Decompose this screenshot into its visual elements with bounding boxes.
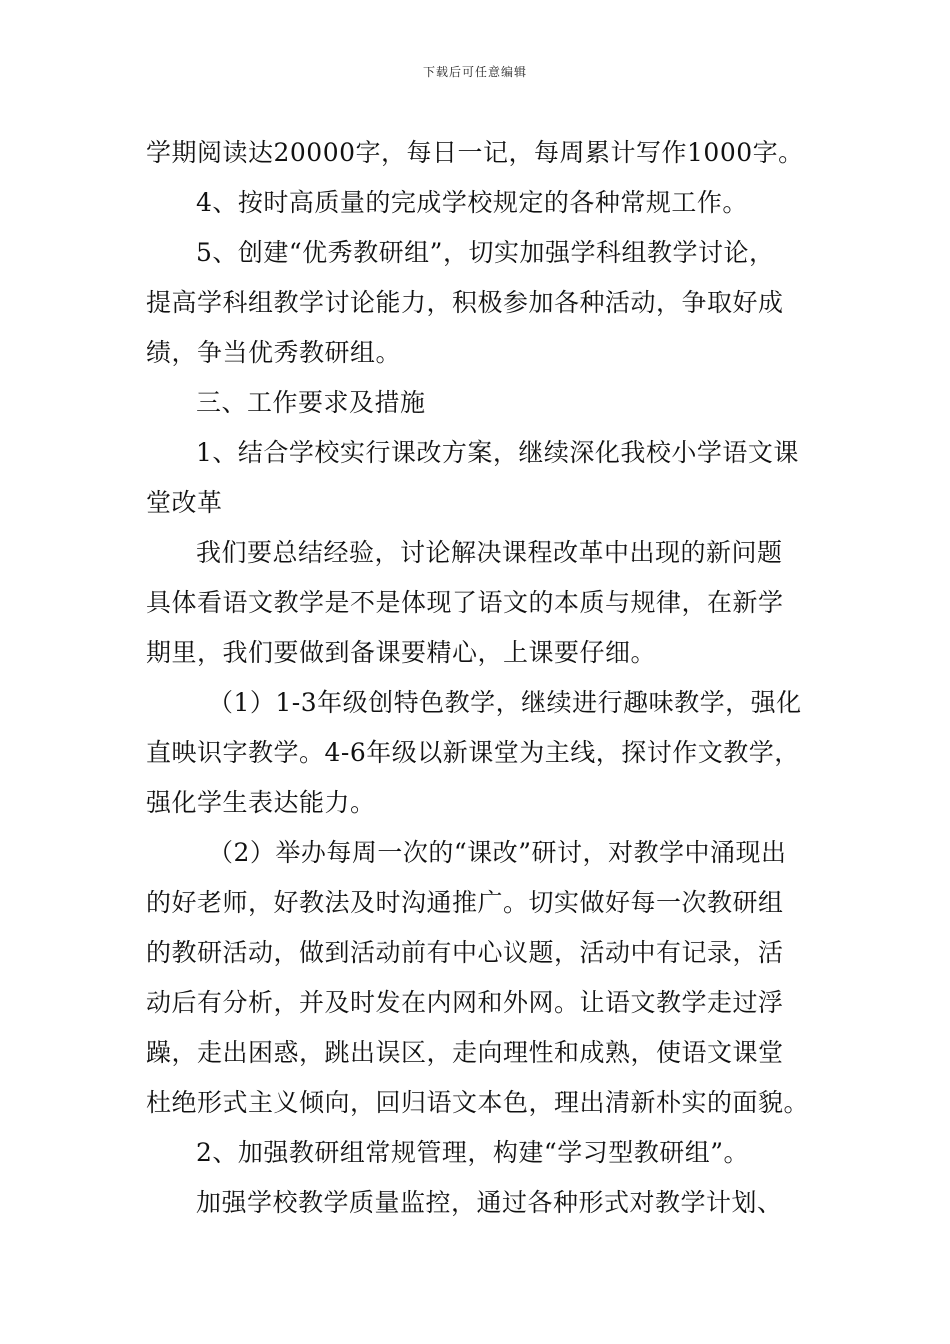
paragraph-line: 1、结合学校实行课改方案，继续深化我校小学语文课 — [196, 438, 799, 467]
paragraph-line: （2）举办每周一次的“课改”研讨，对教学中涌现出 — [208, 838, 787, 867]
paragraph-line: 动后有分析，并及时发在内网和外网。让语文教学走过浮 — [146, 988, 784, 1017]
paragraph-line: 绩，争当优秀教研组。 — [146, 338, 402, 367]
paragraph-line: 我们要总结经验，讨论解决课程改革中出现的新问题 — [196, 538, 783, 567]
paragraph-line: 的好老师，好教法及时沟通推广。切实做好每一次教研组 — [146, 888, 784, 917]
paragraph-line: 强化学生表达能力。 — [146, 788, 376, 817]
document-body — [146, 128, 812, 1228]
paragraph-line: 躁，走出困惑，跳出误区，走向理性和成熟，使语文课堂 — [146, 1038, 784, 1067]
paragraph-line: 4、按时高质量的完成学校规定的各种常规工作。 — [196, 188, 748, 217]
paragraph-line: 具体看语文教学是不是体现了语文的本质与规律，在新学 — [146, 588, 784, 617]
paragraph-line: 期里，我们要做到备课要精心，上课要仔细。 — [146, 638, 657, 667]
paragraph-line: 提高学科组教学讨论能力，积极参加各种活动，争取好成 — [146, 288, 784, 317]
paragraph-line: 堂改革 — [146, 488, 223, 517]
paragraph-line: 杜绝形式主义倾向，回归语文本色，理出清新朴实的面貌。 — [146, 1088, 810, 1117]
paragraph-line: 的教研活动，做到活动前有中心议题，活动中有记录，活 — [146, 938, 784, 967]
paragraph-line: （1）1-3年级创特色教学，继续进行趣味教学，强化 — [208, 688, 802, 717]
section-heading: 三、工作要求及措施 — [196, 388, 426, 417]
page-header: 下载后可任意编辑 — [422, 65, 527, 79]
paragraph-line: 5、创建“优秀教研组”，切实加强学科组教学讨论， — [196, 238, 775, 267]
paragraph-line: 加强学校教学质量监控，通过各种形式对教学计划、 — [196, 1188, 783, 1217]
paragraph-line: 学期阅读达20000字，每日一记，每周累计写作1000字。 — [146, 138, 804, 167]
paragraph-line: 2、加强教研组常规管理，构建“学习型教研组”。 — [196, 1138, 749, 1167]
paragraph-line: 直映识字教学。4-6年级以新课堂为主线，探讨作文教学， — [146, 738, 800, 767]
